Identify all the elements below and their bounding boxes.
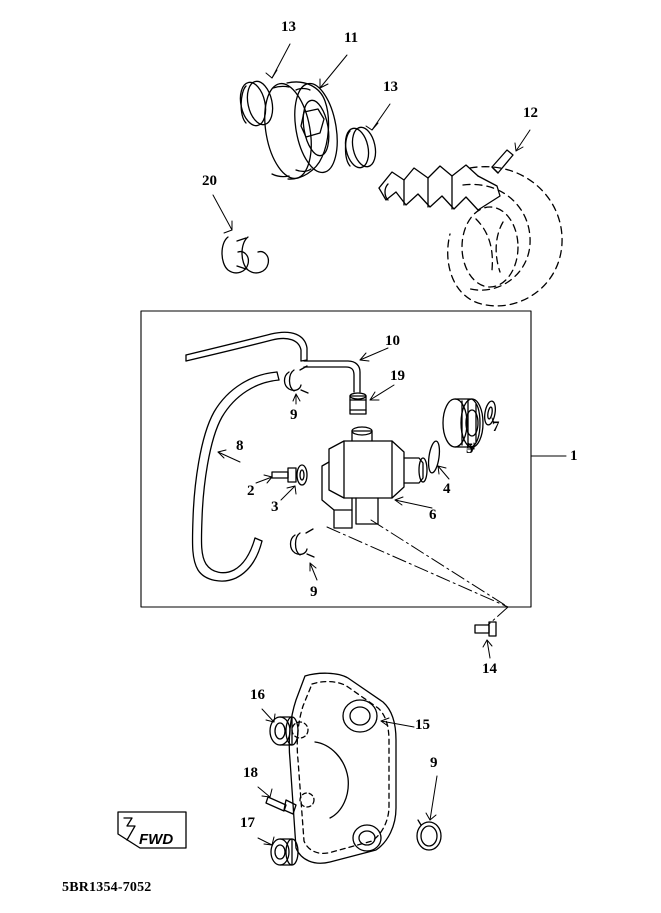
oil-filter-cap xyxy=(443,399,483,447)
oring-right xyxy=(342,125,379,170)
callout-1: 1 xyxy=(570,448,578,464)
bolt-14 xyxy=(475,622,496,636)
callout-20: 20 xyxy=(202,173,217,189)
callout-3: 3 xyxy=(271,499,279,515)
oil-pump-body xyxy=(322,427,427,528)
oring-left xyxy=(237,79,277,128)
flywheel-phantom xyxy=(448,167,562,306)
screw-18 xyxy=(266,797,296,814)
fwd-label: FWD xyxy=(139,831,174,848)
hose-fitting xyxy=(350,393,366,414)
callout-12: 12 xyxy=(523,105,538,121)
callout-8: 8 xyxy=(236,438,244,454)
callout-4: 4 xyxy=(443,481,451,497)
diagram-part-number: 5BR1354-7052 xyxy=(62,880,152,895)
pump-cover xyxy=(289,673,396,863)
callout-16: 16 xyxy=(250,687,265,703)
camshaft xyxy=(379,165,500,210)
callout-9-lower: 9 xyxy=(310,584,318,600)
callout-13-left: 13 xyxy=(281,19,296,35)
callout-5: 5 xyxy=(466,441,474,457)
callout-17: 17 xyxy=(240,815,255,831)
hose-clamp-upper xyxy=(285,366,309,393)
callout-9-bottom: 9 xyxy=(430,755,438,771)
callout-2: 2 xyxy=(247,483,255,499)
callout-18: 18 xyxy=(243,765,258,781)
callout-13-right: 13 xyxy=(383,79,398,95)
callout-9-upper: 9 xyxy=(290,407,298,423)
hose-8 xyxy=(193,372,279,581)
callout-11: 11 xyxy=(344,30,359,46)
callout-10: 10 xyxy=(385,333,400,349)
plug-17 xyxy=(271,839,298,865)
callout-15: 15 xyxy=(415,717,430,733)
bolt-2 xyxy=(272,465,307,485)
hose-clamp-lower xyxy=(291,529,315,557)
callout-7: 7 xyxy=(492,419,500,435)
callout-14: 14 xyxy=(482,661,497,677)
oring-bottom xyxy=(417,820,441,850)
hose-10 xyxy=(186,332,360,392)
dowel-pin xyxy=(492,150,513,173)
oring-shaft xyxy=(427,440,441,473)
callout-19: 19 xyxy=(390,368,405,384)
callout-6: 6 xyxy=(429,507,437,523)
retainer-clip xyxy=(222,237,268,273)
